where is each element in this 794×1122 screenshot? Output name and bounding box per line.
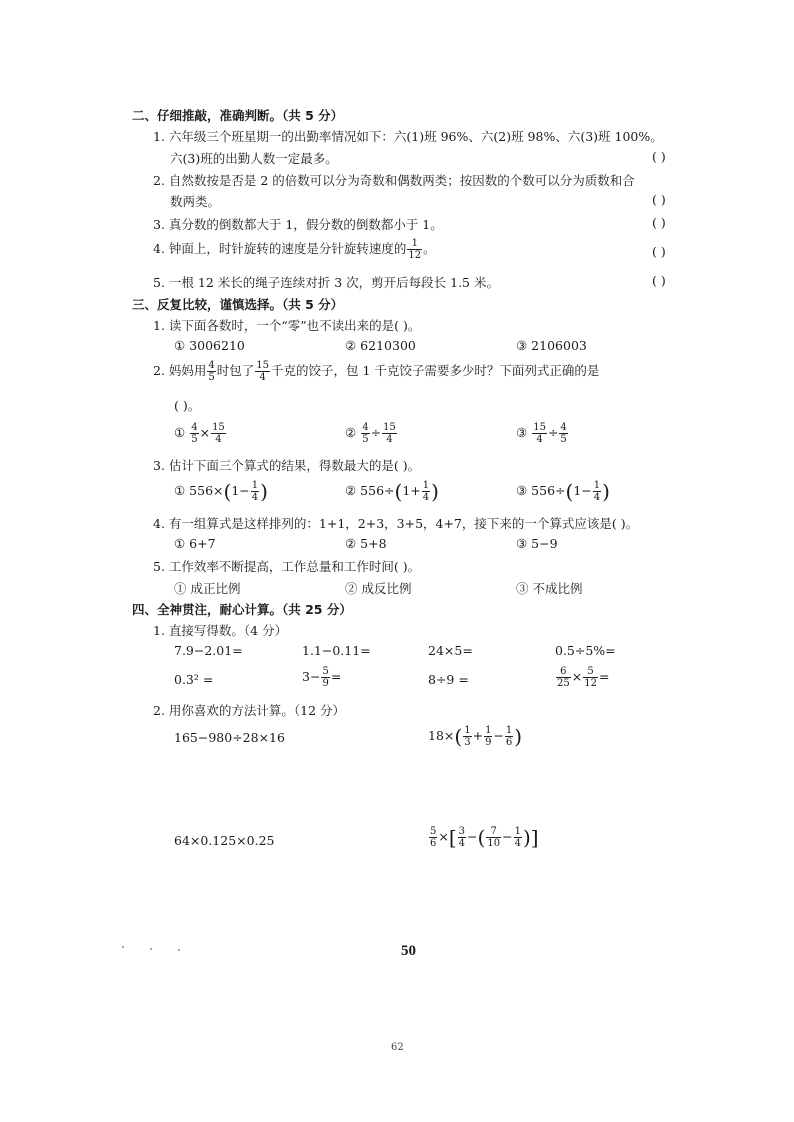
calc-item: 24×5= bbox=[428, 643, 473, 658]
option[interactable]: ② $\frac{4}{5}$ ÷ $\frac{15}{4}$ bbox=[345, 422, 396, 445]
option[interactable]: ① 成正比例 bbox=[174, 581, 241, 596]
option[interactable]: ② 556÷(1+ $\frac{1}{4}$ ) bbox=[345, 479, 439, 504]
scan-speck bbox=[150, 948, 152, 950]
option[interactable]: ③ 5−9 bbox=[516, 536, 558, 551]
s2-question-2-line2: 数两类。 bbox=[170, 194, 221, 209]
s4-sub-2: 2. 用你喜欢的方法计算。（12 分） bbox=[153, 703, 346, 718]
answer-blank[interactable]: ( ) bbox=[652, 149, 666, 164]
option[interactable]: ③ 2106003 bbox=[516, 338, 587, 353]
option[interactable]: ③ $\frac{15}{4}$ ÷ $\frac{4}{5}$ bbox=[516, 422, 567, 445]
option[interactable]: ② 6210300 bbox=[345, 338, 416, 353]
calc-expression: $\frac{5}{6}$ ×[ $\frac{3}{4}$ −( $\frac{7}{10}$ − $\frac{1}{4}$ )] bbox=[430, 825, 539, 850]
scan-speck bbox=[178, 949, 180, 951]
answer-blank[interactable]: ( ) bbox=[652, 273, 666, 288]
calc-item: 7.9−2.01= bbox=[174, 643, 243, 658]
option[interactable]: ① $\frac{4}{5}$ × $\frac{15}{4}$ bbox=[174, 422, 225, 445]
calc-item: 0.5÷5%= bbox=[555, 643, 616, 658]
page-number: 50 bbox=[401, 943, 416, 959]
section-3-title: 三、反复比较，谨慎选择。（共 5 分） bbox=[132, 297, 344, 312]
calc-item: 1.1−0.11= bbox=[302, 643, 371, 658]
footer-number: 62 bbox=[391, 1042, 404, 1053]
answer-blank[interactable]: ( ) bbox=[652, 192, 666, 207]
calc-expression: 165−980÷28×16 bbox=[174, 730, 285, 745]
s3-question-4: 4. 有一组算式是这样排列的：1+1，2+3，3+5，4+7，接下来的一个算式应该是( )。 bbox=[153, 516, 639, 531]
option[interactable]: ③ 556÷(1− $\frac{1}{4}$ ) bbox=[516, 479, 610, 504]
answer-blank[interactable]: ( ) bbox=[652, 215, 666, 230]
s2-question-4: 4. 钟面上，时针旋转的速度是分针旋转速度的 $\frac{1}{12}$ 。 bbox=[153, 238, 436, 261]
s2-question-5: 5. 一根 12 米长的绳子连续对折 3 次，剪开后每段长 1.5 米。 bbox=[153, 275, 499, 290]
s2-question-4-text: 4. 钟面上，时针旋转的速度是分针旋转速度的 bbox=[153, 241, 407, 256]
s3-question-2-blank[interactable]: ( )。 bbox=[174, 398, 201, 413]
scan-speck bbox=[122, 946, 124, 948]
s4-sub-1: 1. 直接写得数。（4 分） bbox=[153, 623, 288, 638]
s3-question-2: 2. 妈妈用 $\frac{4}{5}$ 时包了 $\frac{15}{4}$ 千克的饺子，包 1 千克饺子需要多少时？下面列式正确的是 bbox=[153, 360, 600, 383]
s3-question-1: 1. 读下面各数时，一个“零”也不读出来的是( )。 bbox=[153, 318, 421, 333]
s3-question-3: 3. 估计下面三个算式的结果，得数最大的是( )。 bbox=[153, 458, 421, 473]
option[interactable]: ③ 不成比例 bbox=[516, 581, 583, 596]
option[interactable]: ② 成反比例 bbox=[345, 581, 412, 596]
section-2-title: 二、仔细推敲，准确判断。（共 5 分） bbox=[132, 108, 344, 123]
calc-item: 8÷9 = bbox=[428, 672, 469, 687]
option[interactable]: ② 5+8 bbox=[345, 536, 387, 551]
calc-expression: 64×0.125×0.25 bbox=[174, 833, 275, 848]
s2-question-1-line2: 六(3)班的出勤人数一定最多。 bbox=[170, 151, 338, 166]
fraction: $\frac{1}{12}$ bbox=[408, 238, 422, 261]
option[interactable]: ① 556×(1− $\frac{1}{4}$ ) bbox=[174, 479, 268, 504]
option[interactable]: ① 3006210 bbox=[174, 338, 245, 353]
s2-question-1-line1: 1. 六年级三个班星期一的出勤率情况如下：六(1)班 96%、六(2)班 98%、六(3)班 100%。 bbox=[153, 129, 663, 144]
option[interactable]: ① 6+7 bbox=[174, 536, 216, 551]
s3-question-5: 5. 工作效率不断提高，工作总量和工作时间( )。 bbox=[153, 559, 421, 574]
calc-expression: 18×( $\frac{1}{3}$ + $\frac{1}{9}$ − $\frac{1}{6}$ ) bbox=[428, 724, 523, 749]
section-4-title: 四、全神贯注，耐心计算。（共 25 分） bbox=[132, 602, 352, 617]
calc-item: $\frac{6}{25}$ × $\frac{5}{12}$ = bbox=[557, 666, 610, 689]
calc-item: 3− $\frac{5}{9}$ = bbox=[302, 666, 342, 689]
s2-question-3: 3. 真分数的倒数都大于 1，假分数的倒数都小于 1。 bbox=[153, 217, 443, 232]
s2-question-2-line1: 2. 自然数按是否是 2 的倍数可以分为奇数和偶数两类；按因数的个数可以分为质数和合 bbox=[153, 173, 635, 188]
answer-blank[interactable]: ( ) bbox=[652, 244, 666, 259]
calc-item: 0.3² = bbox=[174, 672, 214, 687]
